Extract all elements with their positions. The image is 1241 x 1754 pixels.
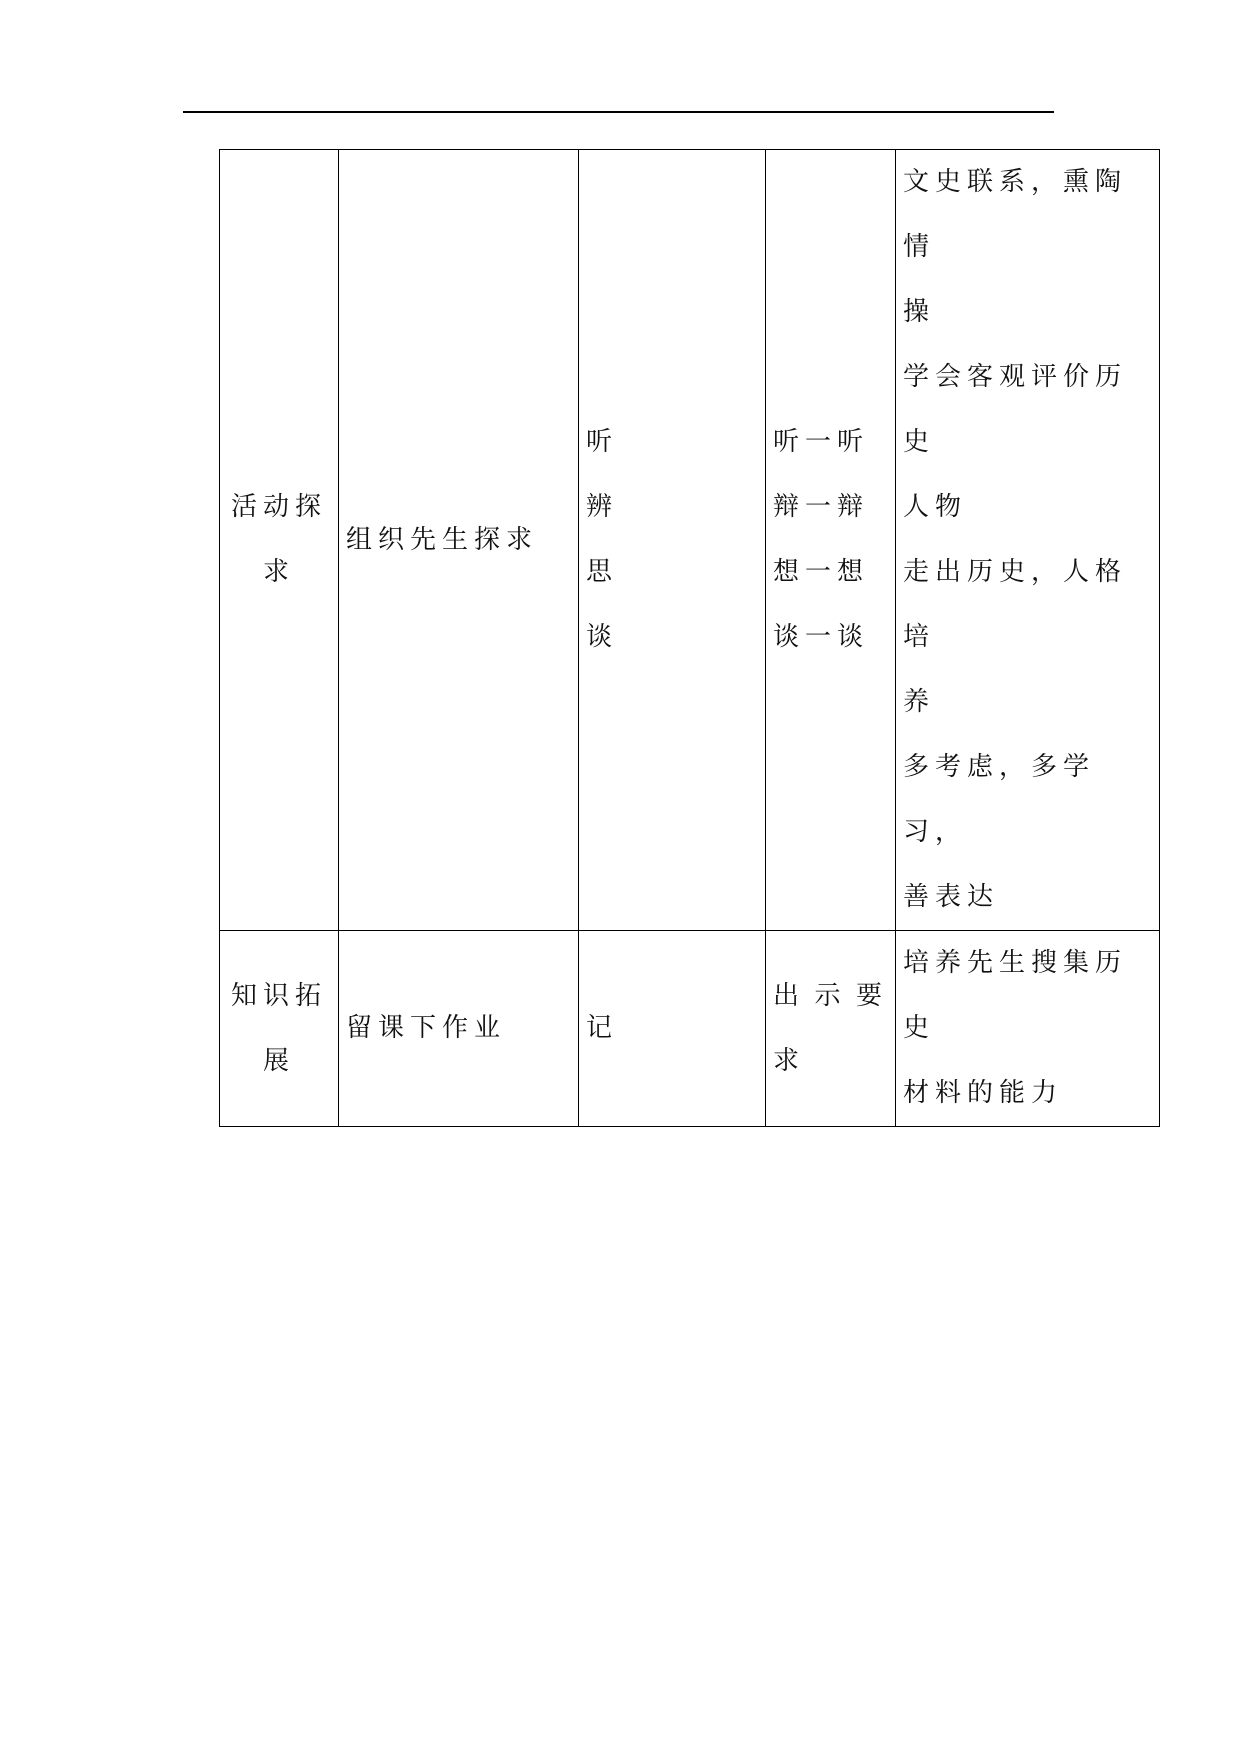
teacher-activity-cell [339, 150, 579, 931]
stage-cell [220, 150, 339, 931]
goal-text: 养 [903, 687, 936, 717]
method-text: 谈一谈 [773, 622, 870, 652]
student-activity-cell [579, 931, 766, 1127]
goal-cell [896, 931, 1160, 1127]
method-cell [766, 150, 896, 931]
goal-text: 走出历史，人格培 [903, 557, 1128, 652]
goal-text: 多考虑，多学习， [903, 752, 1096, 847]
method-text: 求 [773, 1045, 806, 1076]
goal-cell [896, 150, 1160, 931]
stage-text: 展 [262, 1045, 295, 1076]
student-activity-text: 听 [586, 427, 619, 457]
teacher-activity-text: 组织先生探求 [346, 524, 539, 555]
goal-text: 人物 [903, 492, 968, 522]
method-cell [766, 931, 896, 1127]
student-activity-cell [579, 150, 766, 931]
student-activity-text: 谈 [586, 622, 619, 652]
goal-text: 操 [903, 297, 936, 327]
student-activity-text: 思 [586, 557, 619, 587]
method-text: 听一听 [773, 427, 870, 457]
goal-text: 材料的能力 [903, 1078, 1064, 1108]
stage-text: 知识拓 [230, 980, 327, 1011]
lesson-plan-table [219, 149, 1160, 1127]
method-text: 出示要 [773, 980, 888, 1011]
header-rule [183, 111, 1054, 113]
stage-cell [220, 931, 339, 1127]
method-text: 想一想 [773, 557, 870, 587]
table-row [220, 150, 1160, 931]
goal-text: 学会客观评价历史 [903, 362, 1128, 457]
student-activity-text: 记 [586, 1013, 619, 1043]
teacher-activity-text: 留课下作业 [346, 1013, 507, 1043]
goal-text: 善表达 [903, 882, 1000, 912]
table-row [220, 931, 1160, 1127]
method-text: 辩一辩 [773, 492, 870, 522]
stage-text: 活动探 [230, 492, 327, 522]
teacher-activity-cell [339, 931, 579, 1127]
goal-text: 文史联系，熏陶情 [903, 167, 1128, 262]
goal-text: 培养先生搜集历史 [903, 948, 1128, 1043]
stage-text: 求 [262, 557, 295, 587]
student-activity-text: 辨 [586, 492, 619, 522]
